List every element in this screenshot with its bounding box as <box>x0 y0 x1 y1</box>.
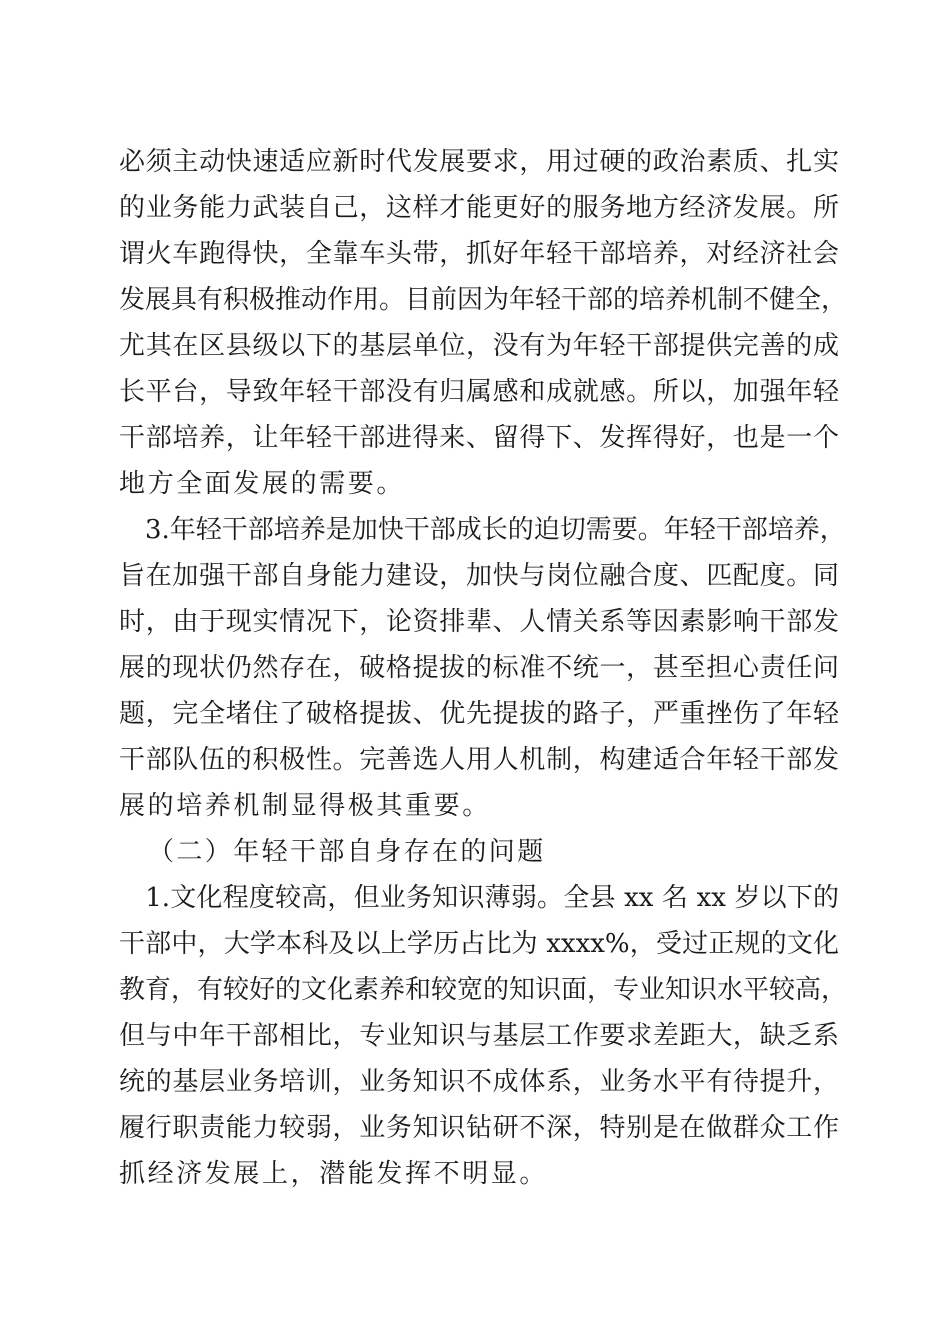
paragraph-2-line-5: 题，完全堵住了破格提拔、优先提拔的路子，严重挫伤了年轻 <box>119 699 839 729</box>
paragraph-2-line-2: 旨在加强干部自身能力建设，加快与岗位融合度、匹配度。同 <box>119 561 839 591</box>
paragraph-2-line-1: 3.年轻干部培养是加快干部成长的迫切需要。年轻干部培养， <box>119 515 846 545</box>
paragraph-3-line-1: 1.文化程度较高，但业务知识薄弱。全县 xx 名 xx 岁以下的 <box>119 883 839 913</box>
paragraph-2-line-4: 展的现状仍然存在，破格提拔的标准不统一，甚至担心责任问 <box>119 653 839 683</box>
paragraph-3-line-3: 教育，有较好的文化素养和较宽的知识面，专业知识水平较高， <box>119 975 848 1005</box>
paragraph-2-line-7: 展的培养机制显得极其重要。 <box>119 791 491 821</box>
paragraph-1-line-1: 必须主动快速适应新时代发展要求，用过硬的政治素质、扎实 <box>119 147 839 177</box>
paragraph-1-line-4: 发展具有积极推动作用。目前因为年轻干部的培养机制不健全， <box>119 285 848 315</box>
paragraph-3-line-6: 履行职责能力较弱，业务知识钻研不深，特别是在做群众工作 <box>119 1113 839 1143</box>
paragraph-1-line-8: 地方全面发展的需要。 <box>119 469 406 499</box>
paragraph-1-line-3: 谓火车跑得快，全靠车头带，抓好年轻干部培养，对经济社会 <box>119 239 839 269</box>
paragraph-3-line-7: 抓经济发展上，潜能发挥不明显。 <box>119 1159 549 1189</box>
paragraph-3-line-2: 干部中，大学本科及以上学历占比为 xxxx%，受过正规的文化 <box>119 929 839 959</box>
paragraph-1-line-5: 尤其在区县级以下的基层单位，没有为年轻干部提供完善的成 <box>119 331 839 361</box>
paragraph-1-line-7: 干部培养，让年轻干部进得来、留得下、发挥得好，也是一个 <box>119 423 839 453</box>
paragraph-3-line-5: 统的基层业务培训，业务知识不成体系，业务水平有待提升， <box>119 1067 839 1097</box>
paragraph-2-line-6: 干部队伍的积极性。完善选人用人机制，构建适合年轻干部发 <box>119 745 839 775</box>
paragraph-3-line-4: 但与中年干部相比，专业知识与基层工作要求差距大，缺乏系 <box>119 1021 839 1051</box>
paragraph-1-line-2: 的业务能力武装自己，这样才能更好的服务地方经济发展。所 <box>119 193 839 223</box>
section-heading: （二）年轻干部自身存在的问题 <box>148 837 546 867</box>
paragraph-1-line-6: 长平台，导致年轻干部没有归属感和成就感。所以，加强年轻 <box>119 377 839 407</box>
paragraph-2-line-3: 时，由于现实情况下，论资排辈、人情关系等因素影响干部发 <box>119 607 839 637</box>
